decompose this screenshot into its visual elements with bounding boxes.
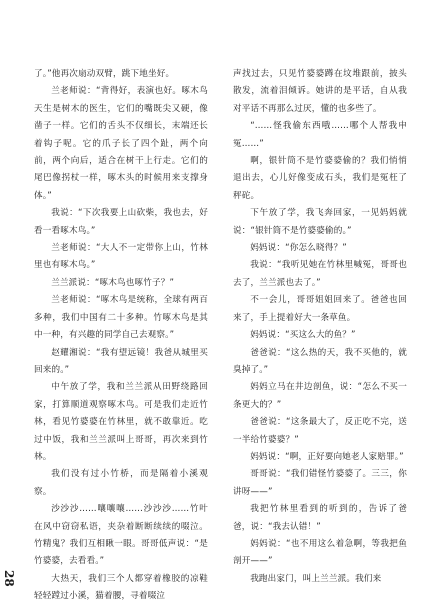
paragraph: 兰老师说：“啄木鸟是统称，全球有两百多种，我们中国有二十多种。竹啄木鸟是其中一种，有兴趣的同学自己去观察。” [34,295,208,341]
paragraph: 妈妈说：“啊，正好要向她老人家赔罪。” [250,451,404,462]
right-text-column [233,66,407,588]
paragraph: 我们没有过小竹桥，而是隔着小溪观察。 [34,469,208,497]
paragraph: 妈妈说：“买这么大的鱼？” [250,330,356,341]
paragraph: 沙沙沙……嚷嚷嚷……沙沙沙……竹叶在风中窃窃私语，夹杂着断断续续的啜泣。竹精鬼？我们互相瞅一眼。哥哥低声说：“是竹婆婆，去看看。” [34,504,208,567]
paragraph: 我说：“下次我要上山砍柴，我也去，好看一看啄木鸟。” [34,208,208,236]
paragraph: 声找过去，只见竹婆婆蹲在坟堆跟前，披头散发，流着泪倾诉。她讲的是平话，自从我对平话不再那么过厌，懂的也多些了。 [233,69,407,114]
page-number: 28 [2,570,16,587]
left-text-column [34,66,208,606]
paragraph: 爸爸说：“这么热的天，我不买他的，就臭掉了。” [233,347,407,375]
paragraph: 兰老师说：“背得好，表演也好。啄木鸟天生是树木的医生，它们的嘴既尖又硬，像凿子一样。它们的舌头不仅细长，末端还长着钩子呢。它的爪子长了四个趾，两个向前，两个向后，适合在树干上行走。它们的尾巴像拐杖一样，啄木头的时候用来支撑身体。” [34,86,208,201]
paragraph: 了。”他再次扇动双臂，跳下地坐好。 [34,69,175,79]
paragraph: 赵耀湘说：“我有望远镜！我爸从城里买回来的。” [34,347,208,375]
paragraph: 妈妈立马在井边剖鱼，说：“怎么不买一条更大的？” [233,382,407,410]
paragraph: “……怪我偷东西哦……哪个人帮我申冤……” [233,121,407,149]
paragraph: 下午放了学，我飞奔回家，一见妈妈就说：“银针筒不是竹婆婆偷的。” [233,208,407,236]
paragraph: 中午放了学，我和兰兰派从田野绕路回家，打算顺道观察啄木鸟。可是我们走近竹林，看见竹婆婆在竹林里，就不敢靠近。吃过中饭，我和兰兰派叫上哥哥，再次来到竹林。 [34,382,208,462]
paragraph: 我说：“我听见她在竹林里喊冤，哥哥也去了，兰兰派也去了。” [233,260,407,288]
paragraph: 兰兰派说：“啄木鸟也啄竹子？” [51,277,175,288]
paragraph: 大热天，我们三个人都穿着橡胶的凉鞋轻轻蹚过小溪，猫着腰，寻着啜泣 [34,573,208,602]
paragraph: 妈妈说：“你怎么晓得？” [250,243,347,254]
paragraph: 哥哥说：“我们错怪竹婆婆了。三三，你讲呀——” [233,469,407,497]
paragraph: 妈妈说：“也不用这么着急啊，等我把鱼剖开——” [233,538,407,567]
paragraph: 我把竹林里看到的听到的，告诉了爸爸，说：“我去认错！” [233,504,407,532]
paragraph: 兰老师说：“大人不一定带你上山，竹林里也有啄木鸟。” [34,243,208,271]
paragraph: 不一会儿，哥哥姐姐回来了。爸爸也回来了，手上提着好大一条草鱼。 [233,295,407,323]
paragraph: 我跑出家门，叫上兰兰派。我们来 [250,573,382,584]
paragraph: 爸爸说：“这条最大了，反正吃不完，送一半给竹婆婆？” [233,417,407,445]
paragraph: 啊，银针筒不是竹婆婆偷的？我们悄悄退出去，心儿好像变成石头，我们是冤枉了秤砣。 [233,156,407,201]
